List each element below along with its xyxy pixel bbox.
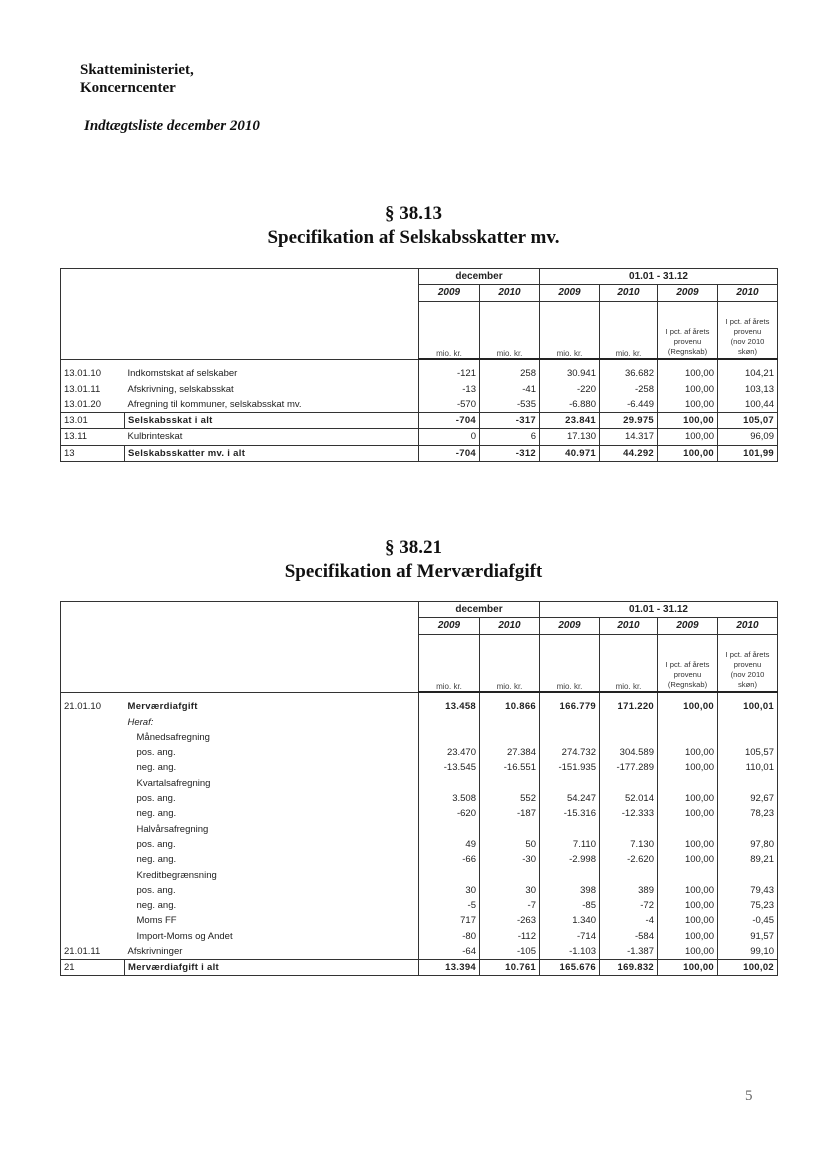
row-value: 10.761 xyxy=(480,960,540,976)
row-value: -2.620 xyxy=(600,852,658,867)
row-value xyxy=(540,776,600,791)
row-value: -13 xyxy=(419,381,480,396)
row-value xyxy=(718,776,778,791)
row-value: -620 xyxy=(419,806,480,821)
row-value: 100,00 xyxy=(658,412,718,428)
row-value: 44.292 xyxy=(600,445,658,461)
row-code xyxy=(61,791,125,806)
year-header: 2009 xyxy=(658,618,718,634)
unit-label: mio. kr. xyxy=(540,634,600,692)
row-value: -30 xyxy=(480,852,540,867)
row-code: 13.01 xyxy=(61,412,125,428)
row-code: 13.01.11 xyxy=(64,383,101,395)
row-value: -704 xyxy=(419,412,480,428)
row-value: -5 xyxy=(419,898,480,913)
row-value xyxy=(600,714,658,729)
table-row xyxy=(61,806,778,821)
row-code xyxy=(61,730,125,745)
row-value: 258 xyxy=(480,366,540,381)
row-value: 14.317 xyxy=(600,429,658,445)
table-row xyxy=(61,397,778,413)
row-value: 92,67 xyxy=(750,793,774,805)
row-value: -714 xyxy=(540,929,600,944)
table-row xyxy=(61,381,778,396)
row-value: -187 xyxy=(480,806,540,821)
row-value: -535 xyxy=(480,397,540,413)
row-label: Indkomstskat af selskaber xyxy=(125,366,419,381)
pct-estimate-note: I pct. af årets provenu (nov 2010 skøn) xyxy=(718,301,778,359)
row-value: 100,00 xyxy=(658,429,718,445)
pct-estimate-note: I pct. af årets provenu (nov 2010 skøn) xyxy=(718,634,778,692)
row-code xyxy=(61,745,125,760)
row-value xyxy=(419,730,480,745)
row-value: 78,23 xyxy=(750,808,774,820)
row-value: -570 xyxy=(419,397,480,413)
section2-heading xyxy=(0,537,827,583)
row-label: Afskrivning, selskabsskat xyxy=(125,381,419,396)
row-value xyxy=(600,730,658,745)
section1-rows xyxy=(61,359,778,461)
row-value: 100,00 xyxy=(658,760,718,775)
row-value: 89,21 xyxy=(750,854,774,866)
row-value: -0,45 xyxy=(752,915,774,927)
row-label: Heraf: xyxy=(125,714,419,729)
row-label: Kreditbegrænsning xyxy=(125,867,419,882)
row-value: 100,00 xyxy=(658,913,718,928)
row-code: 13 xyxy=(61,445,125,461)
table-row xyxy=(61,821,778,836)
row-value: 100,00 xyxy=(658,960,718,976)
row-value: -6.880 xyxy=(540,397,600,413)
table-row xyxy=(61,852,778,867)
row-value xyxy=(718,867,778,882)
section2-rows xyxy=(61,692,778,976)
row-value: -16.551 xyxy=(480,760,540,775)
row-value: 49 xyxy=(419,837,480,852)
table-row xyxy=(61,366,778,381)
row-value: -2.998 xyxy=(540,852,600,867)
table-row xyxy=(61,760,778,775)
row-value: 552 xyxy=(480,791,540,806)
row-value: -312 xyxy=(480,445,540,461)
row-code xyxy=(61,852,125,867)
row-value: -6.449 xyxy=(600,397,658,413)
table-row xyxy=(61,837,778,852)
row-code: 13.01.10 xyxy=(64,368,101,380)
row-value: 101,99 xyxy=(718,445,778,461)
table-row xyxy=(61,883,778,898)
table-row xyxy=(61,699,778,714)
year-header: 2010 xyxy=(600,618,658,634)
row-value: 100,00 xyxy=(658,791,718,806)
row-value xyxy=(540,730,600,745)
row-value: 7.130 xyxy=(600,837,658,852)
row-value xyxy=(419,714,480,729)
row-label: neg. ang. xyxy=(125,760,419,775)
table-row xyxy=(61,445,778,461)
row-value: 104,21 xyxy=(744,368,774,380)
row-value xyxy=(540,714,600,729)
row-code: 21 xyxy=(61,960,125,976)
row-value: 30 xyxy=(480,883,540,898)
row-value: 0 xyxy=(419,429,480,445)
row-value xyxy=(419,821,480,836)
row-value: -66 xyxy=(419,852,480,867)
row-label: Merværdiafgift i alt xyxy=(125,960,419,976)
section1-table xyxy=(60,268,778,462)
row-label: Månedsafregning xyxy=(125,730,419,745)
row-value xyxy=(480,867,540,882)
table-row xyxy=(61,944,778,960)
row-value xyxy=(540,867,600,882)
section2-header xyxy=(61,602,778,693)
row-value: 54.247 xyxy=(540,791,600,806)
row-value: 27.384 xyxy=(480,745,540,760)
row-value: 166.779 xyxy=(540,699,600,714)
row-value: 100,00 xyxy=(658,944,718,960)
row-code: 21.01.10 xyxy=(64,701,101,713)
unit-label: mio. kr. xyxy=(480,634,540,692)
row-value: -72 xyxy=(600,898,658,913)
table-row xyxy=(61,776,778,791)
row-value: 100,01 xyxy=(743,701,774,713)
row-value: -1.387 xyxy=(600,944,658,960)
unit-label: mio. kr. xyxy=(600,634,658,692)
year-header: 2009 xyxy=(419,285,480,301)
row-label: pos. ang. xyxy=(125,791,419,806)
table-row xyxy=(61,429,778,445)
ministry-name: Skatteministeriet, xyxy=(80,62,194,78)
year-header: 2010 xyxy=(480,618,540,634)
row-label: Afskrivninger xyxy=(125,944,419,960)
department-name: Koncerncenter xyxy=(80,80,176,96)
row-value: 30.941 xyxy=(540,366,600,381)
table-row xyxy=(61,745,778,760)
row-value: -7 xyxy=(480,898,540,913)
section2-number: § 38.21 xyxy=(385,537,442,558)
table-row xyxy=(61,867,778,882)
unit-label: mio. kr. xyxy=(540,301,600,359)
row-value: 79,43 xyxy=(750,884,774,896)
row-value: 105,07 xyxy=(718,412,778,428)
row-label: Selskabsskatter mv. i alt xyxy=(125,445,419,461)
table-row xyxy=(61,412,778,428)
unit-label: mio. kr. xyxy=(480,301,540,359)
row-label: pos. ang. xyxy=(125,745,419,760)
row-value: -80 xyxy=(419,929,480,944)
row-value: 169.832 xyxy=(600,960,658,976)
row-value: 50 xyxy=(480,837,540,852)
row-value xyxy=(540,821,600,836)
row-value: 110,01 xyxy=(745,762,774,774)
row-code xyxy=(61,837,125,852)
row-value: 100,00 xyxy=(658,929,718,944)
row-value: -121 xyxy=(419,366,480,381)
document-subtitle: Indtægtsliste december 2010 xyxy=(84,118,260,134)
row-value: 17.130 xyxy=(540,429,600,445)
row-value: 100,00 xyxy=(658,381,718,396)
row-label: Kvartalsafregning xyxy=(125,776,419,791)
row-value xyxy=(718,730,778,745)
table-row xyxy=(61,730,778,745)
row-value: 171.220 xyxy=(600,699,658,714)
row-code: 13.11 xyxy=(64,431,88,443)
row-label: Selskabsskat i alt xyxy=(125,412,419,428)
row-value: 7.110 xyxy=(540,837,600,852)
row-code xyxy=(61,929,125,944)
row-value xyxy=(480,821,540,836)
row-code xyxy=(61,883,125,898)
pct-regnskab-note: I pct. af årets provenu (Regnskab) xyxy=(658,634,718,692)
row-value: 99,10 xyxy=(750,945,774,957)
row-value: 100,00 xyxy=(658,806,718,821)
year-header: 2010 xyxy=(480,285,540,301)
row-label: neg. ang. xyxy=(125,806,419,821)
section2-title: Specifikation af Merværdiafgift xyxy=(284,561,543,582)
year-header: 2009 xyxy=(658,285,718,301)
row-value xyxy=(419,867,480,882)
row-code xyxy=(61,714,125,729)
row-value xyxy=(480,714,540,729)
group-december: december xyxy=(419,269,540,285)
table-row xyxy=(61,791,778,806)
row-value xyxy=(480,776,540,791)
row-value: 36.682 xyxy=(600,366,658,381)
row-value: -151.935 xyxy=(540,760,600,775)
row-value: 165.676 xyxy=(540,960,600,976)
row-value xyxy=(419,776,480,791)
row-value: -41 xyxy=(480,381,540,396)
row-value: -263 xyxy=(480,913,540,928)
section1-title: Specifikation af Selskabsskatter mv. xyxy=(267,227,560,248)
row-value: 75,23 xyxy=(750,900,774,912)
row-code xyxy=(61,806,125,821)
row-value: 100,00 xyxy=(658,852,718,867)
row-value: -704 xyxy=(419,445,480,461)
row-label: Halvårsafregning xyxy=(125,821,419,836)
row-value: 23.841 xyxy=(540,412,600,428)
row-code xyxy=(61,913,125,928)
row-value xyxy=(658,821,718,836)
year-header: 2010 xyxy=(718,618,778,634)
row-code xyxy=(61,760,125,775)
row-value xyxy=(600,821,658,836)
table-row xyxy=(61,913,778,928)
row-value: -64 xyxy=(419,944,480,960)
row-value: 100,00 xyxy=(658,699,718,714)
year-header: 2010 xyxy=(600,285,658,301)
row-value: 13.458 xyxy=(419,699,480,714)
row-value: 97,80 xyxy=(750,838,774,850)
row-value xyxy=(718,821,778,836)
row-value xyxy=(658,867,718,882)
row-value: 13.394 xyxy=(419,960,480,976)
row-value: -177.289 xyxy=(600,760,658,775)
row-label: Afregning til kommuner, selskabsskat mv. xyxy=(125,397,419,413)
row-value: 6 xyxy=(480,429,540,445)
row-value: -112 xyxy=(480,929,540,944)
row-label: pos. ang. xyxy=(125,883,419,898)
row-value: 91,57 xyxy=(750,930,774,942)
row-value: 40.971 xyxy=(540,445,600,461)
page-number: 5 xyxy=(745,1088,753,1104)
group-period: 01.01 - 31.12 xyxy=(540,269,778,285)
row-code xyxy=(61,821,125,836)
row-label: Merværdiafgift xyxy=(125,699,419,714)
row-value: -85 xyxy=(540,898,600,913)
row-code xyxy=(61,867,125,882)
row-code xyxy=(61,898,125,913)
row-value: 10.866 xyxy=(480,699,540,714)
row-value: 29.975 xyxy=(600,412,658,428)
unit-label: mio. kr. xyxy=(419,634,480,692)
row-value: 274.732 xyxy=(540,745,600,760)
row-value: 389 xyxy=(600,883,658,898)
row-value: -105 xyxy=(480,944,540,960)
row-value: -584 xyxy=(600,929,658,944)
row-value: 23.470 xyxy=(419,745,480,760)
row-value: 100,44 xyxy=(744,398,774,410)
row-code xyxy=(61,776,125,791)
row-value: 398 xyxy=(540,883,600,898)
pct-regnskab-note: I pct. af årets provenu (Regnskab) xyxy=(658,301,718,359)
row-value: -1.103 xyxy=(540,944,600,960)
row-value xyxy=(658,730,718,745)
row-value: 1.340 xyxy=(540,913,600,928)
row-label: neg. ang. xyxy=(125,898,419,913)
row-value: 3.508 xyxy=(419,791,480,806)
row-value: -12.333 xyxy=(600,806,658,821)
row-value: 103,13 xyxy=(744,383,774,395)
row-value: 52.014 xyxy=(600,791,658,806)
row-value: -317 xyxy=(480,412,540,428)
row-value: 717 xyxy=(419,913,480,928)
table-row xyxy=(61,960,778,976)
row-code: 13.01.20 xyxy=(64,398,101,410)
year-header: 2010 xyxy=(718,285,778,301)
row-value: 30 xyxy=(419,883,480,898)
year-header: 2009 xyxy=(419,618,480,634)
unit-label: mio. kr. xyxy=(600,301,658,359)
row-value xyxy=(600,776,658,791)
row-label: pos. ang. xyxy=(125,837,419,852)
row-code: 21.01.11 xyxy=(64,945,101,957)
row-value xyxy=(658,714,718,729)
row-value: -258 xyxy=(600,381,658,396)
section2-table xyxy=(60,601,778,976)
row-value: 100,00 xyxy=(658,898,718,913)
group-december: december xyxy=(419,602,540,618)
row-value: 100,00 xyxy=(658,837,718,852)
year-header: 2009 xyxy=(540,618,600,634)
row-value: -13.545 xyxy=(419,760,480,775)
group-period: 01.01 - 31.12 xyxy=(540,602,778,618)
row-value xyxy=(718,714,778,729)
table-row xyxy=(61,929,778,944)
row-label: Moms FF xyxy=(125,913,419,928)
row-value xyxy=(600,867,658,882)
row-value xyxy=(658,776,718,791)
row-label: neg. ang. xyxy=(125,852,419,867)
row-value: 100,00 xyxy=(658,366,718,381)
row-value: 105,57 xyxy=(744,747,774,759)
row-value: -15.316 xyxy=(540,806,600,821)
row-label: Kulbrinteskat xyxy=(125,429,419,445)
table-row xyxy=(61,898,778,913)
section1-heading xyxy=(0,203,827,249)
row-value: -220 xyxy=(540,381,600,396)
section1-number: § 38.13 xyxy=(385,203,442,224)
row-value: 100,00 xyxy=(658,883,718,898)
row-value: -4 xyxy=(600,913,658,928)
row-value xyxy=(480,730,540,745)
row-value: 100,00 xyxy=(658,745,718,760)
row-value: 304.589 xyxy=(600,745,658,760)
section1-header xyxy=(61,269,778,360)
row-value: 100,02 xyxy=(718,960,778,976)
unit-label: mio. kr. xyxy=(419,301,480,359)
year-header: 2009 xyxy=(540,285,600,301)
row-value: 100,00 xyxy=(658,397,718,413)
row-value: 100,00 xyxy=(658,445,718,461)
table-row xyxy=(61,714,778,729)
row-label: Import-Moms og Andet xyxy=(125,929,419,944)
row-value: 96,09 xyxy=(750,431,774,443)
